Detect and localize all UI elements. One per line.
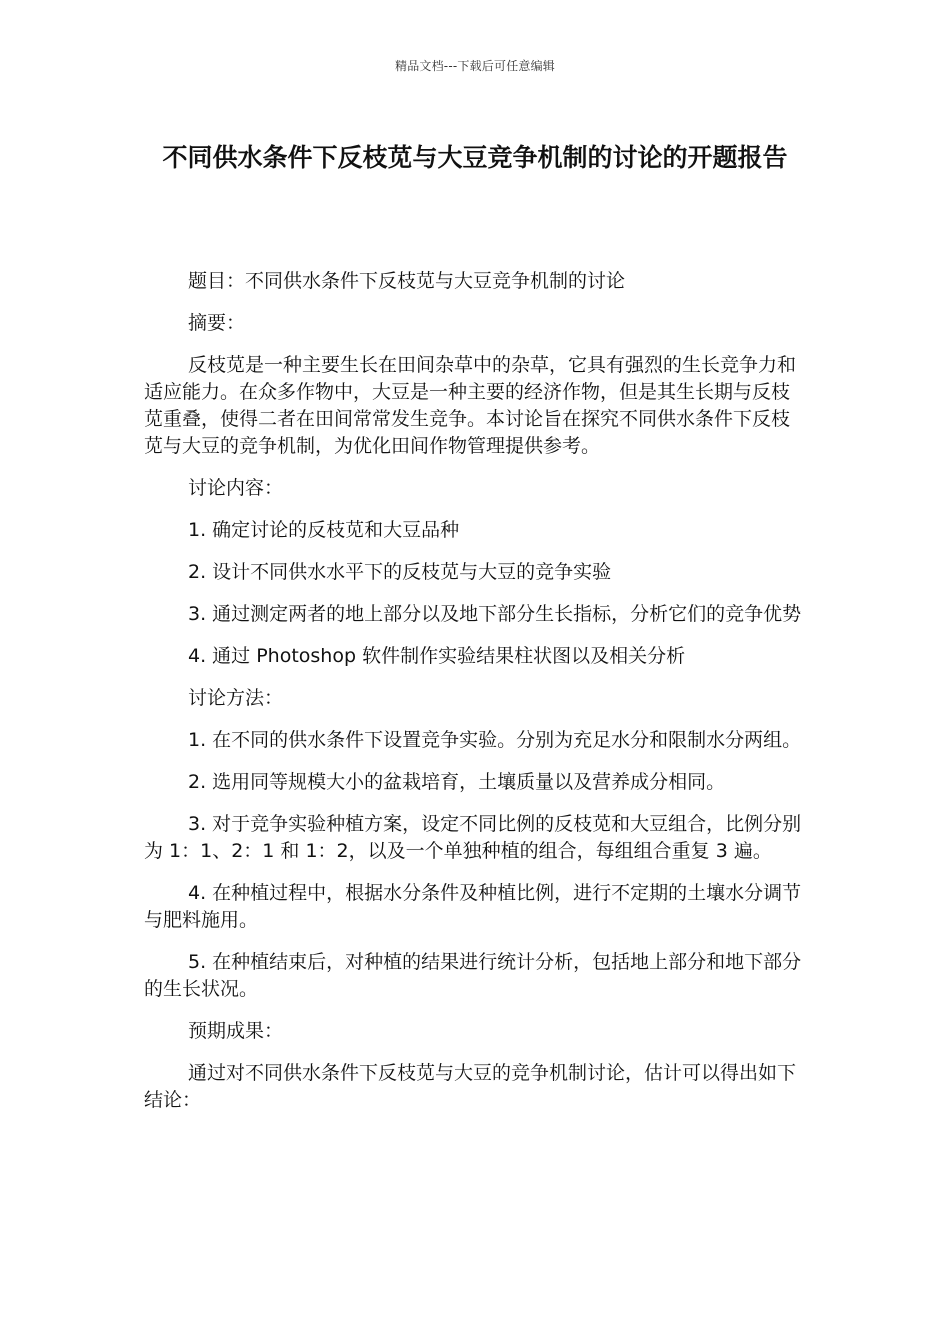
paragraph-content-item-4: 4. 通过 Photoshop 软件制作实验结果柱状图以及相关分析 bbox=[188, 645, 686, 667]
paragraph-topic: 题目：不同供水条件下反枝苋与大豆竞争机制的讨论 bbox=[188, 270, 626, 292]
paragraph-method-item-1: 1. 在不同的供水条件下设置竞争实验。分别为充足水分和限制水分两组。 bbox=[188, 729, 802, 751]
paragraph-abstract-text: 反枝苋是一种主要生长在田间杂草中的杂草，它具有强烈的生长竞争力和适应能力。在众多作物中，大豆是一种主要的经济作物，但是其生长期与反枝苋重叠，使得二者在田间常常发生竞争。本讨论旨在探究不同供水条件下反枝苋与大豆的竞争机制，为优化田间作物管理提供参考。 bbox=[144, 354, 797, 457]
paragraph-method-item-2: 2. 选用同等规模大小的盆栽培育，土壤质量以及营养成分相同。 bbox=[188, 771, 726, 793]
paragraph-method-item-4: 4. 在种植过程中，根据水分条件及种植比例，进行不定期的土壤水分调节与肥料施用。 bbox=[144, 882, 802, 931]
paragraph-method-item-3: 3. 对于竞争实验种植方案，设定不同比例的反枝苋和大豆组合，比例分别为 1：1、2：1 和 1：2，以及一个单独种植的组合，每组组合重复 3 遍。 bbox=[144, 813, 802, 862]
paragraph-abstract-heading: 摘要： bbox=[188, 312, 246, 334]
paragraph-method-item-5: 5. 在种植结束后，对种植的结果进行统计分析，包括地上部分和地下部分的生长状况。 bbox=[144, 951, 802, 1000]
paragraph-outcome-heading: 预期成果： bbox=[188, 1020, 284, 1042]
document-body bbox=[144, 268, 804, 1129]
paragraph-content-item-3: 3. 通过测定两者的地上部分以及地下部分生长指标，分析它们的竞争优势 bbox=[188, 603, 802, 625]
paragraph-content-heading: 讨论内容： bbox=[188, 477, 284, 499]
document-title: 不同供水条件下反枝苋与大豆竞争机制的讨论的开题报告 bbox=[162, 143, 788, 172]
header-note: 精品文档---下载后可任意编辑 bbox=[395, 59, 555, 73]
paragraph-outcome-text: 通过对不同供水条件下反枝苋与大豆的竞争机制讨论，估计可以得出如下结论： bbox=[144, 1062, 797, 1111]
paragraph-content-item-1: 1. 确定讨论的反枝苋和大豆品种 bbox=[188, 519, 460, 541]
paragraph-method-heading: 讨论方法： bbox=[188, 687, 284, 709]
paragraph-content-item-2: 2. 设计不同供水水平下的反枝苋与大豆的竞争实验 bbox=[188, 561, 612, 583]
